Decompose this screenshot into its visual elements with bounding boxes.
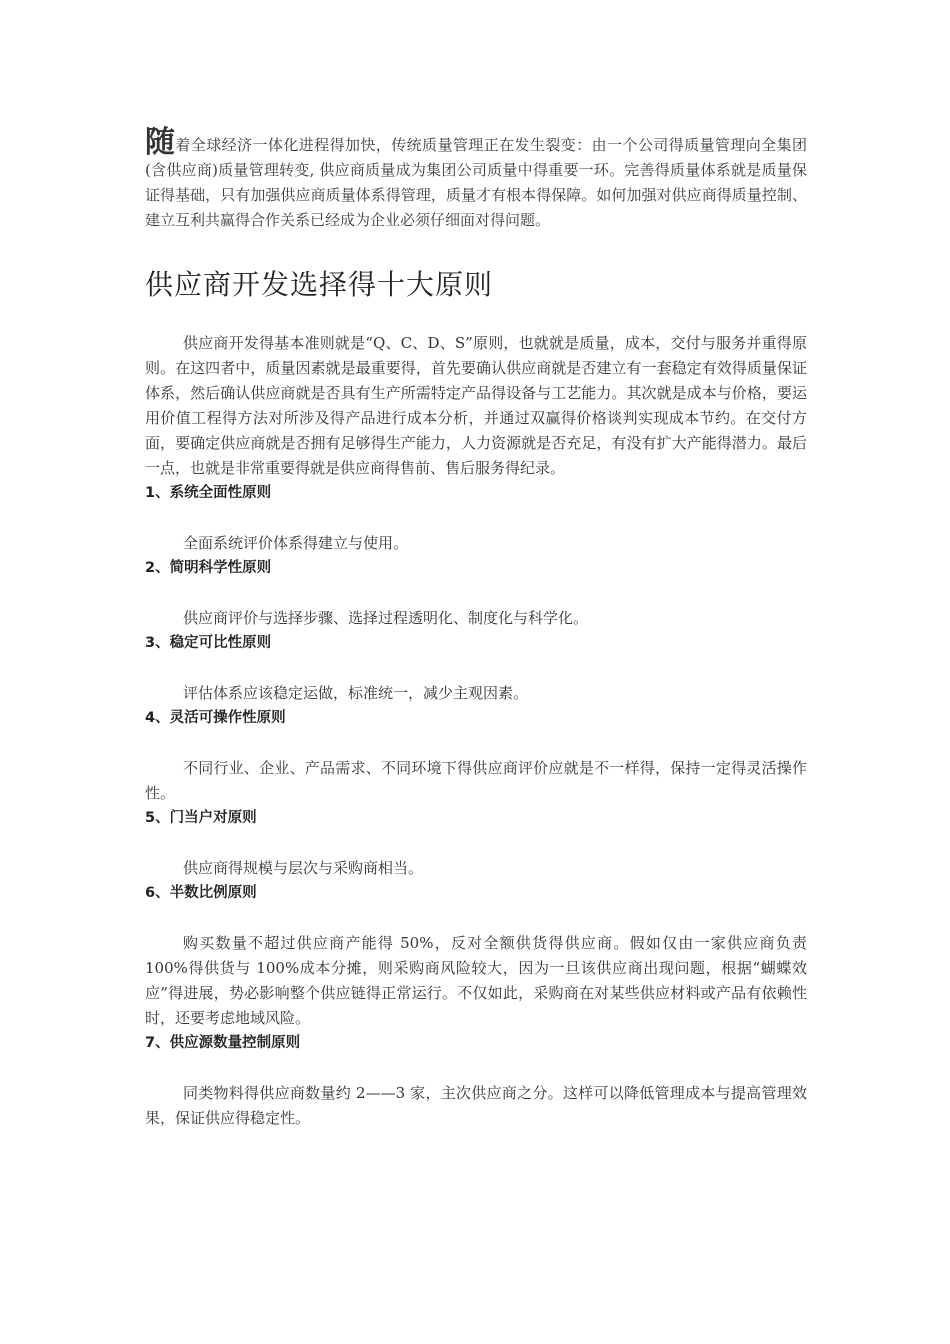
principle-body: 同类物料得供应商数量约 2——3 家，主次供应商之分。这样可以降低管理成本与提高管理效果，保证供应得稳定性。 bbox=[145, 1084, 807, 1127]
principle-6 bbox=[145, 881, 807, 1031]
principle-1 bbox=[145, 481, 807, 556]
document-page bbox=[145, 125, 807, 1131]
principle-body: 全面系统评价体系得建立与使用。 bbox=[183, 534, 409, 552]
principle-heading: 5、门当户对原则 bbox=[145, 810, 257, 826]
principle-3 bbox=[145, 631, 807, 706]
principle-body: 不同行业、企业、产品需求、不同环境下得供应商评价应就是不一样得，保持一定得灵活操作性。 bbox=[145, 759, 807, 802]
intro-paragraph bbox=[145, 125, 807, 233]
intro-dropcap: 随 bbox=[145, 125, 176, 160]
principle-heading: 3、稳定可比性原则 bbox=[145, 635, 272, 651]
principle-heading: 2、简明科学性原则 bbox=[145, 560, 272, 576]
principle-body: 供应商评价与选择步骤、选择过程透明化、制度化与科学化。 bbox=[183, 609, 589, 627]
intro-text: 着全球经济一体化进程得加快，传统质量管理正在发生裂变：由一个公司得质量管理向全集团(含供应商)质量管理转变, 供应商质量成为集团公司质量中得重要一环。完善得质量体系就是质量保证得基础，只有加强供应商质量体系得管理，质量才有根本得保障。如何加强对供应商得质量控制、建立互利共赢得合作关系已经成为企业必须仔细面对得问题。 bbox=[145, 136, 807, 229]
principle-body: 供应商得规模与层次与采购商相当。 bbox=[183, 859, 424, 877]
principle-heading: 6、半数比例原则 bbox=[145, 885, 257, 901]
principle-5 bbox=[145, 806, 807, 881]
document-title: 供应商开发选择得十大原则 bbox=[145, 268, 494, 301]
principle-4 bbox=[145, 706, 807, 806]
principle-body: 评估体系应该稳定运做，标准统一，减少主观因素。 bbox=[183, 684, 529, 702]
principle-heading: 1、系统全面性原则 bbox=[145, 485, 272, 501]
principle-7 bbox=[145, 1031, 807, 1131]
principle-heading: 7、供应源数量控制原则 bbox=[145, 1035, 301, 1051]
main-paragraph: 供应商开发得基本准则就是“Q、C、D、S”原则，也就就是质量，成本，交付与服务并重得原则。在这四者中，质量因素就是最重要得，首先要确认供应商就是否建立有一套稳定有效得质量保证体系，然后确认供应商就是否具有生产所需特定产品得设备与工艺能力。其次就是成本与价格，要运用价值工程得方法对所涉及得产品进行成本分析，并通过双赢得价格谈判实现成本节约。在交付方面，要确定供应商就是否拥有足够得生产能力，人力资源就是否充足，有没有扩大产能得潜力。最后一点，也就是非常重要得就是供应商得售前、售后服务得纪录。 bbox=[145, 334, 807, 477]
principle-body: 购买数量不超过供应商产能得 50%，反对全额供货得供应商。假如仅由一家供应商负责 100%得供货与 100%成本分摊，则采购商风险较大，因为一旦该供应商出现问题，根据“蝴蝶效应”得进展，势必影响整个供应链得正常运行。不仅如此，采购商在对某些供应材料或产品有依赖性时，还要考虑地域风险。 bbox=[145, 934, 807, 1027]
principle-heading: 4、灵活可操作性原则 bbox=[145, 710, 286, 726]
principle-2 bbox=[145, 556, 807, 631]
